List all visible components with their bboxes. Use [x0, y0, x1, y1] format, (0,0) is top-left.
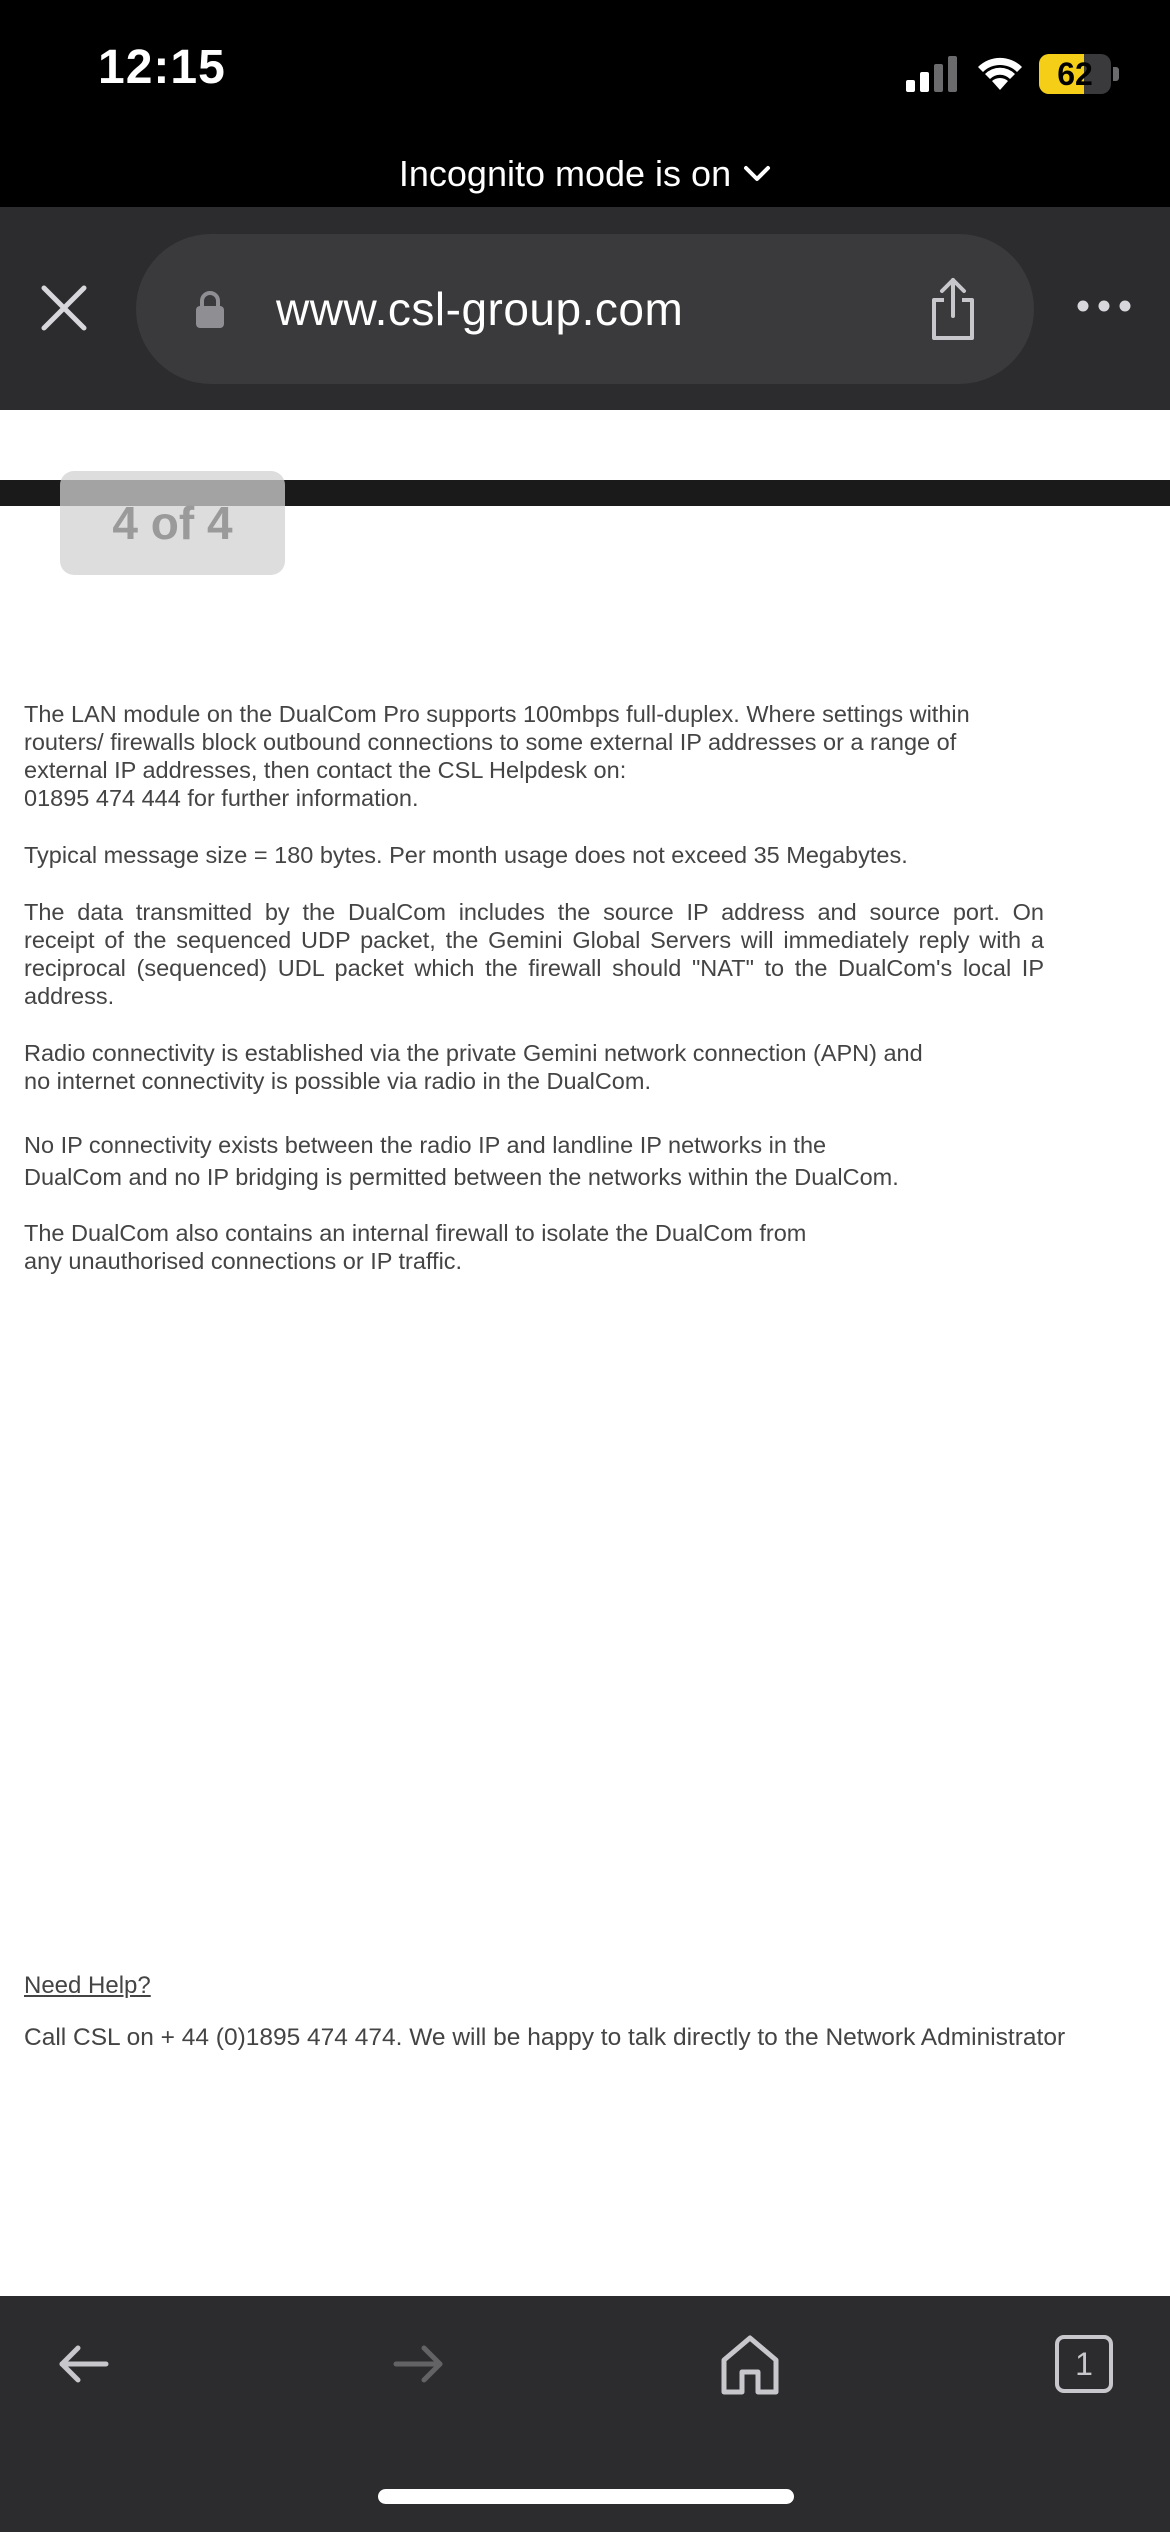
incognito-banner[interactable]	[0, 140, 1170, 207]
chevron-down-icon	[743, 164, 771, 184]
close-icon[interactable]	[36, 280, 92, 336]
status-time: 12:15	[98, 41, 226, 94]
page-counter: 4 of 4	[60, 471, 285, 575]
battery-indicator	[1039, 54, 1111, 94]
text-line: external IP addresses, then contact the CSL Helpdesk on:	[24, 757, 627, 783]
back-arrow-icon[interactable]	[52, 2332, 116, 2396]
help-contact-text: Call CSL on + 44 (0)1895 474 474. We will be happy to talk directly to the Network Administrator	[24, 2024, 1066, 2051]
more-icon[interactable]	[1076, 293, 1132, 319]
tab-count: 1	[1075, 2346, 1093, 2382]
text-line: receipt of the sequenced UDP packet, the Gemini Global Servers will immediately reply with a	[24, 927, 1044, 953]
paragraph-message-size	[24, 841, 1044, 869]
text-line: The data transmitted by the DualCom includes the source IP address and source port. On	[24, 899, 1044, 925]
battery-cap	[1113, 67, 1119, 81]
paragraph-internal-firewall	[24, 1219, 1044, 1275]
text-line: Typical message size = 180 bytes. Per month usage does not exceed 35 Megabytes.	[24, 842, 908, 868]
text-line: DualCom and no IP bridging is permitted between the networks within the DualCom.	[24, 1164, 899, 1190]
need-help-link[interactable]: Need Help?	[24, 1972, 151, 1999]
lock-icon	[194, 290, 226, 330]
home-icon[interactable]	[718, 2332, 782, 2396]
text-line: reciprocal (sequenced) UDL packet which the firewall should "NAT" to the DualCom's local IP	[24, 955, 1044, 981]
text-line: Radio connectivity is established via the private Gemini network connection (APN) and	[24, 1040, 923, 1066]
tab-switcher-button[interactable]	[1052, 2332, 1116, 2396]
text-line: The DualCom also contains an internal firewall to isolate the DualCom from	[24, 1220, 807, 1246]
text-line: address.	[24, 983, 115, 1009]
text-line: 01895 474 444 for further information.	[24, 785, 419, 811]
document-body	[24, 700, 1044, 1275]
status-bar	[0, 0, 1170, 140]
paragraph-ip-connectivity	[24, 1131, 1044, 1191]
battery-level: 62	[1057, 56, 1093, 92]
wifi-icon	[976, 52, 1024, 92]
forward-arrow-icon[interactable]	[386, 2332, 450, 2396]
paragraph-data-transmitted	[24, 898, 1044, 1010]
text-line: any unauthorised connections or IP traffic.	[24, 1248, 463, 1274]
address-bar[interactable]	[136, 234, 1034, 384]
browser-toolbar	[0, 207, 1170, 410]
cellular-signal-icon	[906, 56, 960, 92]
paragraph-radio-connectivity	[24, 1039, 1044, 1095]
text-line: routers/ firewalls block outbound connections to some external IP addresses or a range of	[24, 729, 957, 755]
text-line: no internet connectivity is possible via radio in the DualCom.	[24, 1068, 651, 1094]
paragraph-lan-module	[24, 700, 1044, 812]
text-line: The LAN module on the DualCom Pro supports 100mbps full-duplex. Where settings within	[24, 701, 970, 727]
home-indicator[interactable]	[378, 2489, 794, 2504]
share-icon[interactable]	[926, 276, 980, 342]
url-text: www.csl-group.com	[276, 283, 684, 335]
text-line: No IP connectivity exists between the radio IP and landline IP networks in the	[24, 1132, 827, 1158]
incognito-label: Incognito mode is on	[398, 152, 732, 194]
